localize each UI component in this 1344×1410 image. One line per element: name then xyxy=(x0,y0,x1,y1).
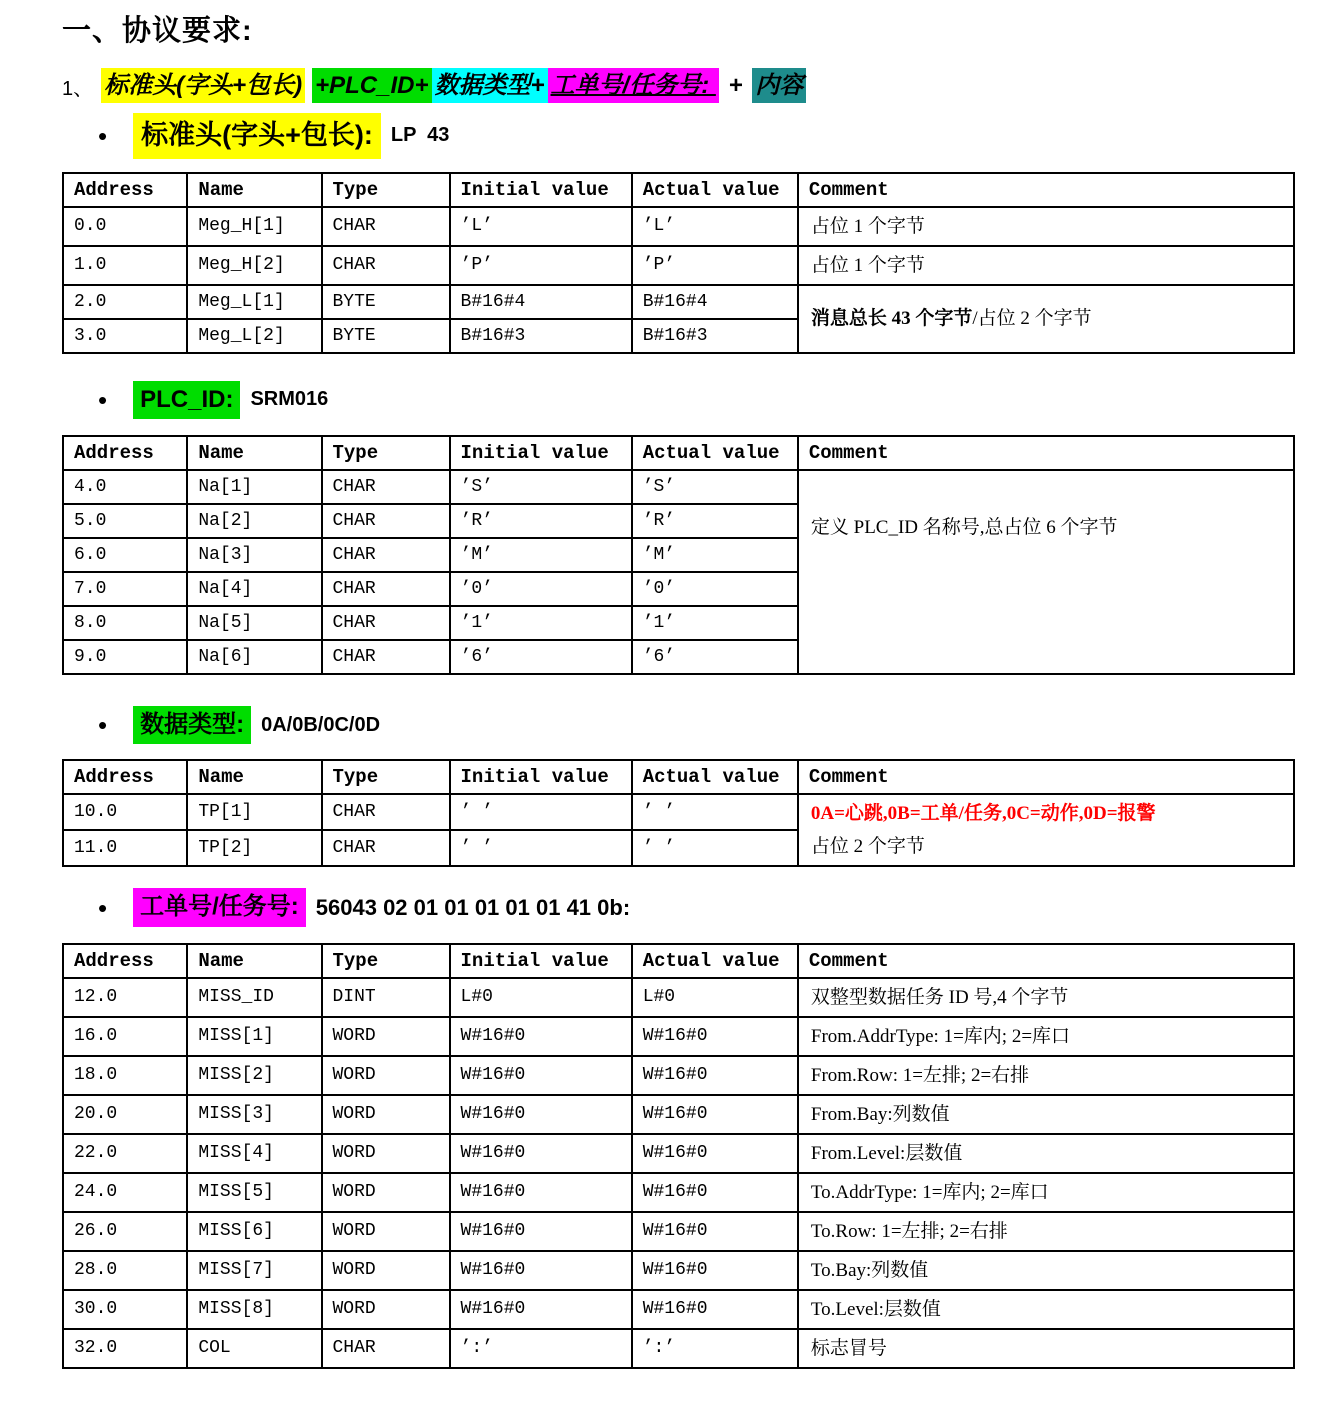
comment-cell xyxy=(798,470,1294,674)
data-cell: WORD xyxy=(322,1251,450,1290)
data-cell: 18.0 xyxy=(63,1056,187,1095)
data-cell: B#16#4 xyxy=(450,285,632,319)
data-cell: B#16#3 xyxy=(450,319,632,353)
data-cell: ’S’ xyxy=(632,470,798,504)
column-header: Initial value xyxy=(450,436,632,470)
comment-cell xyxy=(798,1290,1294,1329)
column-header: Actual value xyxy=(632,173,798,207)
column-header: Comment xyxy=(798,173,1294,207)
table-row xyxy=(63,1290,1294,1329)
data-cell: Meg_L[2] xyxy=(187,319,321,353)
data-cell: ’L’ xyxy=(450,207,632,246)
bullet-icon: • xyxy=(98,892,108,923)
data-cell: ’M’ xyxy=(632,538,798,572)
comment-text: 占位 2 个字节 xyxy=(810,836,925,858)
data-cell: ’S’ xyxy=(450,470,632,504)
data-cell: W#16#0 xyxy=(632,1251,798,1290)
data-cell: 20.0 xyxy=(63,1095,187,1134)
data-cell: 0.0 xyxy=(63,207,187,246)
data-cell: W#16#0 xyxy=(450,1134,632,1173)
column-header: Address xyxy=(63,173,187,207)
table-row xyxy=(63,285,1294,319)
data-cell: 24.0 xyxy=(63,1173,187,1212)
data-cell: W#16#0 xyxy=(450,1017,632,1056)
data-cell: ’ ’ xyxy=(632,830,798,866)
data-cell: Na[4] xyxy=(187,572,321,606)
page-title: 一、协议要求: xyxy=(62,15,253,47)
data-cell: 16.0 xyxy=(63,1017,187,1056)
data-cell: W#16#0 xyxy=(450,1173,632,1212)
data-cell: W#16#0 xyxy=(632,1017,798,1056)
data-cell: Meg_H[1] xyxy=(187,207,321,246)
comment-cell xyxy=(798,1212,1294,1251)
comment-text: From.AddrType: 1=库内; 2=库口 xyxy=(810,1025,1071,1047)
data-cell: CHAR xyxy=(322,640,450,674)
comment-text: To.Bay:列数值 xyxy=(810,1259,929,1281)
comment-text: 定义 PLC_ID 名称号,总占位 6 个字节 xyxy=(810,517,1118,539)
data-cell: 12.0 xyxy=(63,978,187,1017)
data-cell: B#16#3 xyxy=(632,319,798,353)
data-cell: W#16#0 xyxy=(632,1095,798,1134)
data-cell: 1.0 xyxy=(63,246,187,285)
data-cell: MISS[1] xyxy=(187,1017,321,1056)
protocol-segment: 数据类型+ xyxy=(432,68,548,103)
data-cell: WORD xyxy=(322,1056,450,1095)
data-cell: 2.0 xyxy=(63,285,187,319)
data-cell: W#16#0 xyxy=(450,1212,632,1251)
comment-text: /占位 2 个字节 xyxy=(972,308,1092,330)
data-cell: 5.0 xyxy=(63,504,187,538)
table-row xyxy=(63,246,1294,285)
data-cell: ’ ’ xyxy=(450,830,632,866)
data-cell: Na[5] xyxy=(187,606,321,640)
data-cell: MISS[8] xyxy=(187,1290,321,1329)
data-cell: ’6’ xyxy=(632,640,798,674)
data-cell: 9.0 xyxy=(63,640,187,674)
data-cell: W#16#0 xyxy=(450,1290,632,1329)
column-header: Type xyxy=(322,436,450,470)
comment-cell xyxy=(798,978,1294,1017)
table-row xyxy=(63,207,1294,246)
protocol-segments xyxy=(101,71,806,101)
protocol-segment: 标准头(字头+包长) xyxy=(101,68,305,103)
bullet-row xyxy=(98,381,1344,419)
data-cell: ’0’ xyxy=(632,572,798,606)
comment-text: 占位 1 个字节 xyxy=(810,254,925,276)
data-cell: ’R’ xyxy=(632,504,798,538)
data-cell: W#16#0 xyxy=(450,1095,632,1134)
column-header: Actual value xyxy=(632,436,798,470)
table-row xyxy=(63,470,1294,504)
data-cell: Meg_H[2] xyxy=(187,246,321,285)
data-cell: W#16#0 xyxy=(632,1290,798,1329)
section-title-mission-id: 工单号/任务号: xyxy=(133,888,306,926)
comment-text: 消息总长 43 个字节 xyxy=(810,308,973,330)
data-cell: CHAR xyxy=(322,246,450,285)
data-cell: MISS[4] xyxy=(187,1134,321,1173)
column-header: Actual value xyxy=(632,944,798,978)
data-cell: ’P’ xyxy=(632,246,798,285)
section-title-plc-id: PLC_ID: xyxy=(133,381,240,419)
protocol-segment: 工单号/任务号: xyxy=(548,68,719,103)
data-cell: Na[1] xyxy=(187,470,321,504)
table-row xyxy=(63,978,1294,1017)
data-cell: 28.0 xyxy=(63,1251,187,1290)
data-cell: 3.0 xyxy=(63,319,187,353)
comment-cell xyxy=(798,246,1294,285)
column-header: Initial value xyxy=(450,944,632,978)
data-cell: Meg_L[1] xyxy=(187,285,321,319)
data-cell: ’0’ xyxy=(450,572,632,606)
section-value-mission-id: 56043 02 01 01 01 01 01 41 0b: xyxy=(315,894,631,920)
section-data-type xyxy=(0,706,1344,867)
data-cell: MISS[6] xyxy=(187,1212,321,1251)
variable-table-plc-id xyxy=(62,435,1295,675)
data-cell: WORD xyxy=(322,1290,450,1329)
data-cell: Na[2] xyxy=(187,504,321,538)
data-cell: TP[2] xyxy=(187,830,321,866)
list-number: 1、 xyxy=(62,77,94,100)
comment-text: 0A=心跳,0B=工单/任务,0C=动作,0D=报警 xyxy=(810,803,1156,825)
data-cell: TP[1] xyxy=(187,794,321,830)
data-cell: ’ ’ xyxy=(632,794,798,830)
data-cell: ’:’ xyxy=(632,1329,798,1368)
column-header: Address xyxy=(63,944,187,978)
data-cell: L#0 xyxy=(632,978,798,1017)
document-page xyxy=(0,8,1344,1410)
data-cell: 7.0 xyxy=(63,572,187,606)
variable-table-standard-header xyxy=(62,172,1295,354)
column-header: Name xyxy=(187,760,321,794)
column-header: Name xyxy=(187,173,321,207)
comment-text: To.AddrType: 1=库内; 2=库口 xyxy=(810,1181,1049,1203)
comment-cell xyxy=(798,794,1294,866)
table-row xyxy=(63,1251,1294,1290)
comment-cell xyxy=(798,1134,1294,1173)
data-cell: 11.0 xyxy=(63,830,187,866)
section-value-data-type: 0A/0B/0C/0D xyxy=(261,713,381,736)
data-cell: ’M’ xyxy=(450,538,632,572)
data-cell: Na[6] xyxy=(187,640,321,674)
data-cell: WORD xyxy=(322,1212,450,1251)
comment-cell xyxy=(798,1056,1294,1095)
data-cell: CHAR xyxy=(322,207,450,246)
table-row xyxy=(63,1173,1294,1212)
column-header: Name xyxy=(187,436,321,470)
column-header: Initial value xyxy=(450,760,632,794)
data-cell: 6.0 xyxy=(63,538,187,572)
data-cell: ’6’ xyxy=(450,640,632,674)
data-cell: CHAR xyxy=(322,538,450,572)
data-cell: CHAR xyxy=(322,794,450,830)
data-cell: COL xyxy=(187,1329,321,1368)
protocol-segment: 内容 xyxy=(752,68,806,103)
table-row xyxy=(63,1017,1294,1056)
data-cell: CHAR xyxy=(322,572,450,606)
comment-text: From.Row: 1=左排; 2=右排 xyxy=(810,1064,1030,1086)
data-cell: CHAR xyxy=(322,470,450,504)
section-title-data-type: 数据类型: xyxy=(133,706,251,744)
table-row xyxy=(63,1056,1294,1095)
bullet-row xyxy=(98,888,1344,926)
data-cell: W#16#0 xyxy=(450,1251,632,1290)
column-header: Name xyxy=(187,944,321,978)
comment-cell xyxy=(798,1329,1294,1368)
column-header: Comment xyxy=(798,436,1294,470)
table-header-row xyxy=(63,944,1294,978)
data-cell: W#16#0 xyxy=(450,1056,632,1095)
comment-cell xyxy=(798,1017,1294,1056)
comment-text: 双整型数据任务 ID 号,4 个字节 xyxy=(810,986,1069,1008)
section-mission-id xyxy=(0,888,1344,1368)
data-cell: W#16#0 xyxy=(632,1173,798,1212)
section-standard-header xyxy=(0,113,1344,354)
column-header: Comment xyxy=(798,760,1294,794)
data-cell: W#16#0 xyxy=(632,1056,798,1095)
column-header: Actual value xyxy=(632,760,798,794)
protocol-segment: + xyxy=(721,72,750,99)
data-cell: B#16#4 xyxy=(632,285,798,319)
comment-text: 占位 1 个字节 xyxy=(810,215,925,237)
table-row xyxy=(63,1329,1294,1368)
table-header-row xyxy=(63,173,1294,207)
column-header: Type xyxy=(322,944,450,978)
data-cell: WORD xyxy=(322,1017,450,1056)
variable-table-mission-id xyxy=(62,943,1295,1369)
table-header-row xyxy=(63,436,1294,470)
protocol-formula-line xyxy=(62,71,1344,101)
data-cell: ’L’ xyxy=(632,207,798,246)
comment-text: From.Level:层数值 xyxy=(810,1142,963,1164)
data-cell: ’R’ xyxy=(450,504,632,538)
data-cell: ’:’ xyxy=(450,1329,632,1368)
data-cell: MISS[5] xyxy=(187,1173,321,1212)
section-plc-id xyxy=(0,381,1344,675)
table-row xyxy=(63,794,1294,830)
data-cell: BYTE xyxy=(322,319,450,353)
column-header: Comment xyxy=(798,944,1294,978)
comment-cell xyxy=(798,1095,1294,1134)
table-row xyxy=(63,1212,1294,1251)
bullet-row xyxy=(98,706,1344,744)
data-cell: L#0 xyxy=(450,978,632,1017)
comment-cell xyxy=(798,285,1294,353)
data-cell: CHAR xyxy=(322,1329,450,1368)
section-title-standard-header: 标准头(字头+包长): xyxy=(133,113,381,159)
comment-text: 标志冒号 xyxy=(810,1337,887,1359)
column-header: Initial value xyxy=(450,173,632,207)
section-value-plc-id: SRM016 xyxy=(250,388,329,411)
data-cell: ’P’ xyxy=(450,246,632,285)
protocol-segment: +PLC_ID+ xyxy=(312,68,431,103)
data-cell: WORD xyxy=(322,1173,450,1212)
variable-table-data-type xyxy=(62,759,1295,867)
data-cell: 26.0 xyxy=(63,1212,187,1251)
data-cell: 30.0 xyxy=(63,1290,187,1329)
table-row xyxy=(63,1095,1294,1134)
bullet-icon: • xyxy=(98,120,108,151)
data-cell: CHAR xyxy=(322,830,450,866)
data-cell: MISS[7] xyxy=(187,1251,321,1290)
data-cell: WORD xyxy=(322,1134,450,1173)
comment-text: To.Row: 1=左排; 2=右排 xyxy=(810,1220,1008,1242)
data-cell: BYTE xyxy=(322,285,450,319)
bullet-icon: • xyxy=(98,384,108,415)
table-header-row xyxy=(63,760,1294,794)
data-cell: MISS[3] xyxy=(187,1095,321,1134)
comment-cell xyxy=(798,1173,1294,1212)
data-cell: WORD xyxy=(322,1095,450,1134)
data-cell: CHAR xyxy=(322,606,450,640)
data-cell: CHAR xyxy=(322,504,450,538)
data-cell: 10.0 xyxy=(63,794,187,830)
section-value-standard-header: LP 43 xyxy=(390,124,450,147)
data-cell: Na[3] xyxy=(187,538,321,572)
table-row xyxy=(63,1134,1294,1173)
data-cell: ’ ’ xyxy=(450,794,632,830)
data-cell: 4.0 xyxy=(63,470,187,504)
comment-cell xyxy=(798,1251,1294,1290)
data-cell: MISS[2] xyxy=(187,1056,321,1095)
column-header: Address xyxy=(63,760,187,794)
data-cell: 32.0 xyxy=(63,1329,187,1368)
data-cell: 8.0 xyxy=(63,606,187,640)
comment-text: To.Level:层数值 xyxy=(810,1298,941,1320)
data-cell: ’1’ xyxy=(450,606,632,640)
column-header: Type xyxy=(322,173,450,207)
data-cell: MISS_ID xyxy=(187,978,321,1017)
column-header: Type xyxy=(322,760,450,794)
data-cell: W#16#0 xyxy=(632,1134,798,1173)
comment-text: From.Bay:列数值 xyxy=(810,1103,950,1125)
data-cell: W#16#0 xyxy=(632,1212,798,1251)
data-cell: ’1’ xyxy=(632,606,798,640)
comment-cell xyxy=(798,207,1294,246)
bullet-icon: • xyxy=(98,710,108,741)
bullet-row xyxy=(98,113,1344,159)
column-header: Address xyxy=(63,436,187,470)
data-cell: DINT xyxy=(322,978,450,1017)
data-cell: 22.0 xyxy=(63,1134,187,1173)
